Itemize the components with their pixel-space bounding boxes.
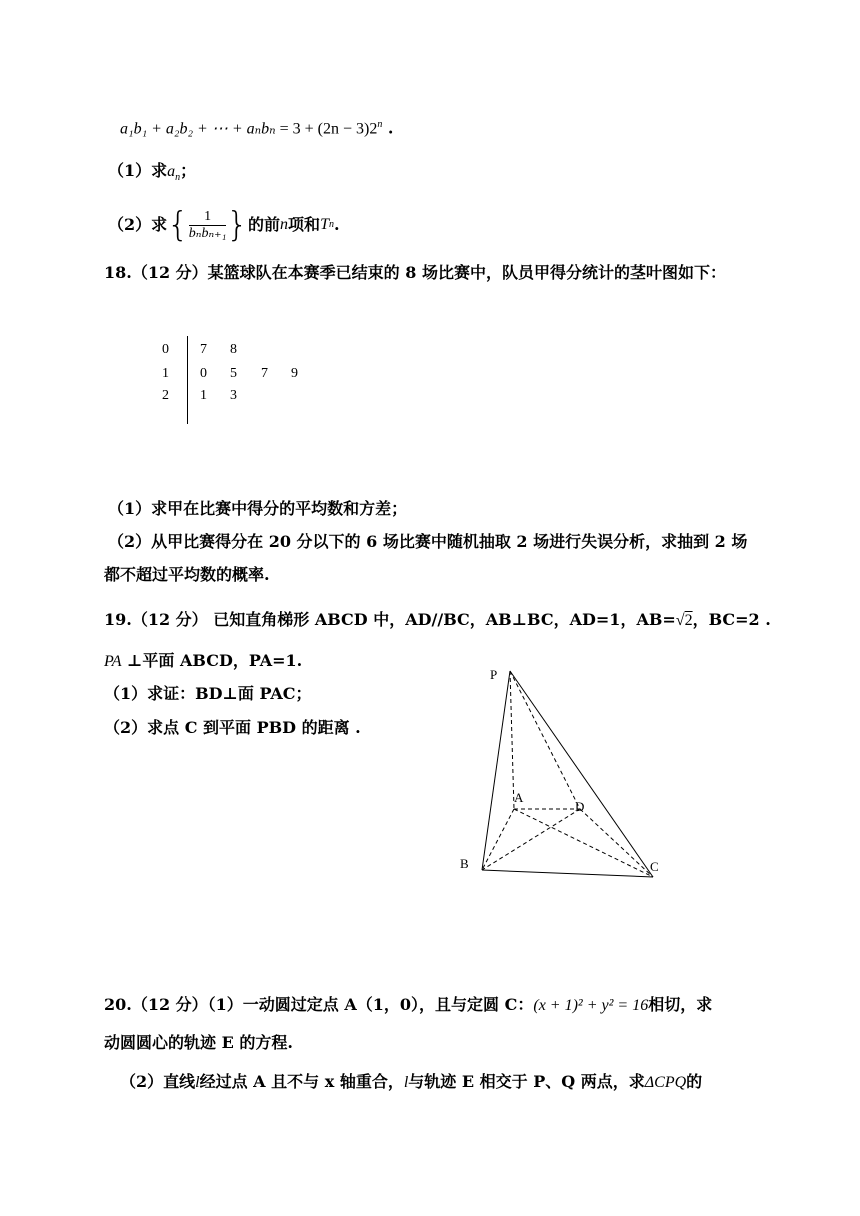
q17-formula-lhs: a₁b₁ + a₂b₂ + ⋯ + aₙbₙ	[120, 120, 276, 138]
q19-heading-a: 19.（12 分） 已知直角梯形 ABCD 中，AD//BC，AB⊥BC，AD=1，AB=	[104, 610, 676, 629]
edge-PC	[510, 671, 653, 877]
q17-part2-end: .	[333, 215, 340, 234]
stem-leaf-plot	[150, 336, 350, 426]
leaf-0-1: 8	[230, 342, 237, 357]
q20-line-l2: l	[403, 1074, 409, 1091]
q17-part2-n: n	[280, 216, 289, 233]
edge-DC	[580, 809, 653, 877]
label-P: P	[490, 667, 498, 682]
q17-part2	[108, 200, 340, 250]
q19-part2: （2）求点 C 到平面 PBD 的距离 .	[104, 718, 361, 737]
label-B: B	[460, 856, 469, 871]
q19-line2	[104, 650, 302, 673]
q18-part2-line1: （2）从甲比赛得分在 20 分以下的 6 场比赛中随机抽取 2 场进行失误分析，求抽到 2 场	[108, 532, 748, 551]
leaf-1-0: 0	[200, 366, 207, 381]
leaf-2-1: 3	[230, 388, 237, 403]
sqrt-value: 2	[684, 612, 693, 629]
leaf-1-3: 9	[291, 366, 298, 381]
q20-part2-c: 与轨迹 E 相交于 P、Q 两点，求	[408, 1072, 645, 1091]
q17-part2-mid: 的前	[248, 215, 281, 234]
q17-formula-exp: n	[377, 119, 383, 130]
q20-line1-b: 相切，求	[648, 995, 713, 1014]
edge-AC	[514, 809, 653, 877]
left-brace: {	[167, 205, 189, 245]
label-D: D	[575, 799, 585, 814]
q20-part2-b: 经过点 A 且不与 x 轴重合，	[199, 1072, 404, 1091]
q20-part2	[120, 1071, 702, 1094]
pyramid-figure	[440, 655, 680, 885]
q20-line1	[104, 994, 712, 1017]
q20-line-l1: l	[195, 1074, 200, 1091]
label-C: C	[650, 859, 659, 874]
q19-heading-b: ，BC=2 .	[692, 610, 771, 629]
q18-part2-line2: 都不超过平均数的概率.	[104, 565, 270, 584]
q20-line2: 动圆圆心的轨迹 E 的方程.	[104, 1033, 293, 1052]
sqrt-sign: √	[675, 612, 685, 629]
leaf-1-1: 5	[230, 366, 237, 381]
q20-circle-eq: (x + 1)² + y² = 16	[533, 997, 649, 1014]
label-A: A	[514, 790, 524, 805]
fraction-numerator: 1	[189, 209, 227, 226]
q17-part1-var: a	[167, 163, 176, 180]
edge-BD	[482, 809, 580, 870]
q20-part2-d: 的	[686, 1072, 703, 1091]
q17-part1-label: （1）求	[108, 161, 168, 180]
q17-part1	[108, 160, 196, 189]
q19-heading	[104, 609, 771, 632]
q17-part1-end: ；	[180, 161, 197, 180]
leaf-0-0: 7	[200, 342, 207, 357]
edge-PB	[482, 671, 510, 870]
edge-AB	[482, 809, 514, 870]
q18-part1: （1）求甲在比赛中得分的平均数和方差；	[108, 499, 408, 518]
leaf-1-2: 7	[261, 366, 268, 381]
q17-formula	[120, 114, 393, 140]
q17-part2-mid2: 项和	[288, 215, 321, 234]
q20-line1-a: 20.（12 分）（1）一动圆过定点 A（1，0），且与定圆 C：	[104, 995, 534, 1014]
q17-part2-label: （2）求	[108, 215, 168, 234]
q19-line2-var: PA	[104, 653, 122, 670]
q17-part2-T: T	[320, 216, 329, 233]
q17-part2-Tsub: n	[328, 219, 334, 230]
q20-triangle: ΔCPQ	[644, 1074, 687, 1091]
leaf-2-0: 1	[200, 388, 207, 403]
q17-formula-rhs: = 3 + (2n − 3)2	[275, 120, 378, 138]
fraction-denominator: bₙbₙ₊₁	[188, 225, 227, 241]
stem-leaf-divider	[187, 336, 188, 424]
edge-BC	[482, 870, 653, 877]
stem-1: 1	[162, 366, 169, 381]
stem-2: 2	[162, 388, 169, 403]
right-brace: }	[226, 205, 249, 245]
stem-0: 0	[162, 342, 169, 357]
edge-PD	[510, 671, 580, 809]
q18-heading: 18.（12 分）某篮球队在本赛季已结束的 8 场比赛中，队员甲得分统计的茎叶图如下：	[104, 263, 726, 282]
q20-part2-a: （2）直线	[120, 1072, 196, 1091]
q17-formula-end: .	[382, 118, 394, 138]
q17-part1-sub: n	[175, 172, 181, 184]
edge-PA	[510, 671, 514, 809]
q19-part1: （1）求证：BD⊥面 PAC；	[104, 684, 312, 703]
q19-line2-text: ⊥平面 ABCD，PA=1.	[121, 651, 303, 670]
q17-fraction	[189, 209, 227, 242]
